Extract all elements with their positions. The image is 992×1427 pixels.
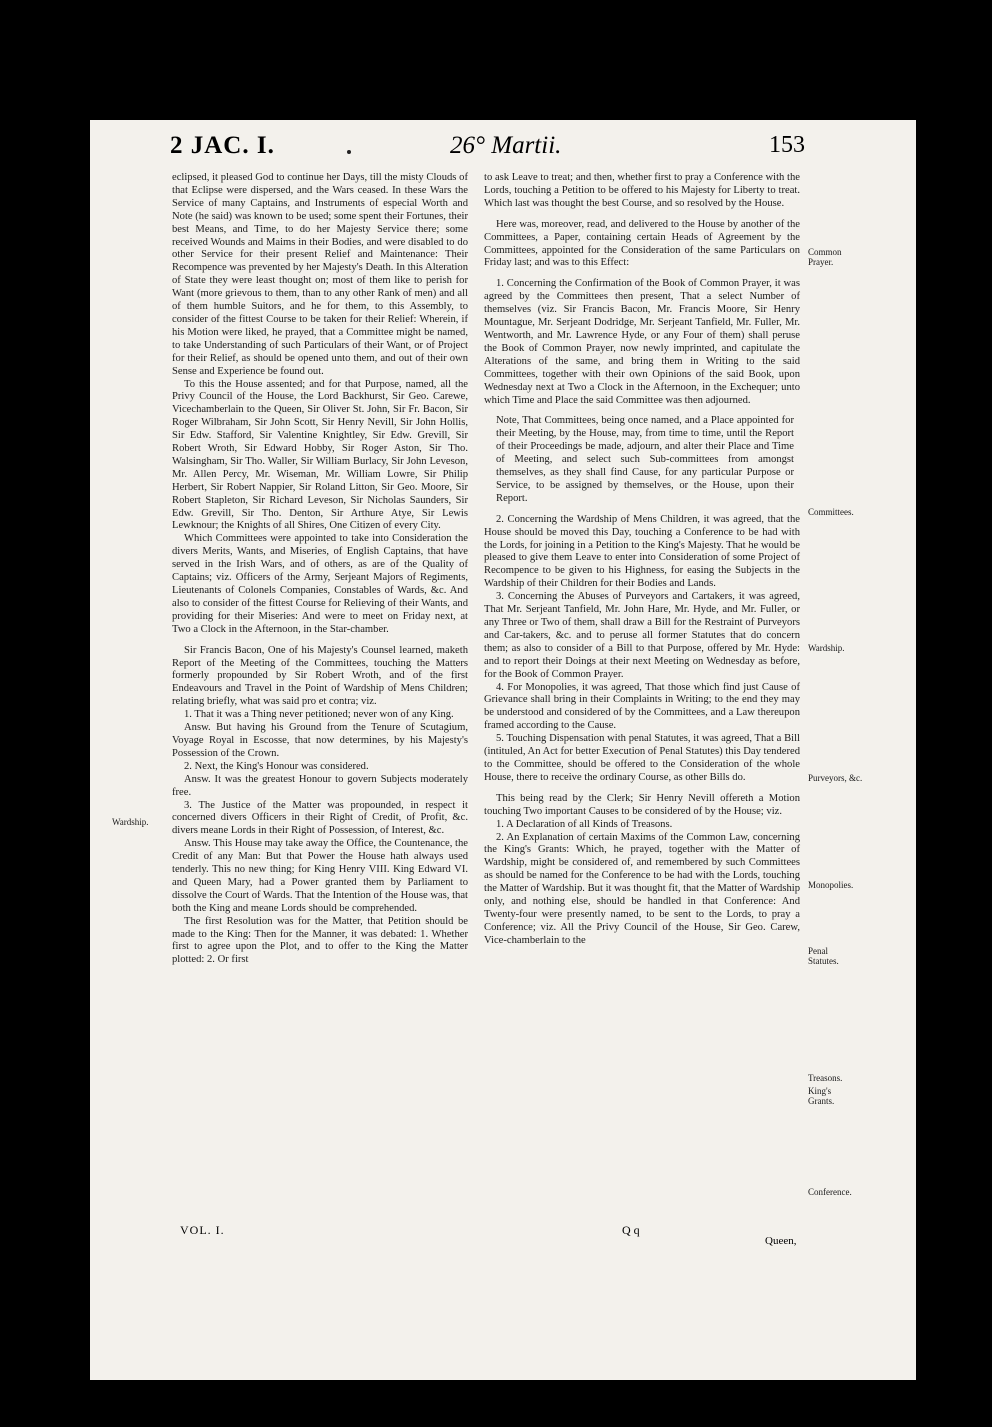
paragraph: The first Resolution was for the Matter, that Petition should be made to the King: Then for the Manner, it was debated: 1. Whether first to agree upon the Plot, and to offer to the King the Matter plotted: 2. Or first (172, 915, 468, 966)
paragraph: This being read by the Clerk; Sir Henry Nevill offereth a Motion touching Two important Causes to be considered of by the House; viz. (484, 792, 800, 817)
right-column (484, 172, 800, 948)
paragraph: 3. The Justice of the Matter was propounded, in respect it concerned divers Officers in their Right of Credit, of Profit, &c. divers meane Lords in their Right of Possession, of Interest, &c. (172, 799, 468, 837)
paragraph: to ask Leave to treat; and then, whether first to pray a Conference with the Lords, touching a Petition to be offered to his Majesty for Liberty to treat. Which last was thought the best Course, and so resolved by the House. (484, 172, 800, 209)
margin-note-common-prayer: Common Prayer. (808, 247, 842, 267)
margin-note-wardship-right: Wardship. (808, 643, 845, 653)
margin-note-conference: Conference. (808, 1187, 852, 1197)
margin-note-committees: Committees. (808, 507, 854, 517)
margin-note-kings-grants: King's Grants. (808, 1086, 835, 1106)
paragraph: 1. That it was a Thing never petitioned; never won of any King. (184, 709, 454, 721)
volume-label: VOL. I. (180, 1223, 225, 1237)
page-number: 153 (769, 132, 805, 158)
margin-note-treasons: Treasons. (808, 1073, 843, 1083)
paragraph: 3. Concerning the Abuses of Purveyors and Cartakers, it was agreed, That Mr. Serjeant Tanfield, Mr. John Hare, Mr. Hyde, and Mr. Fuller, or any Three or Two of them, shall draw a Bill for the Restraint of Purveyors and Car-takers, &c. and to peruse all former Statutes that do concern them; as also to consider of a Bill to that Purpose, offered by Mr. Hyde: and to report their Doings at their next Meeting on Wednesday as before, for the Book of Common Prayer. (484, 591, 800, 680)
paragraph: 2. Concerning the Wardship of Mens Children, it was agreed, that the House should be moved this Day, touching a Conference to be had with the Lords, for joining in a Petition to the King's Majesty. That he would be pleased to give them Leave to enter into Consideration of some Project of Recompence to be given to his Highness, for easing the Subjects in the Wardship of their Children for their Bodies and Lands. (484, 513, 800, 590)
margin-note-monopolies: Monopolies. (808, 880, 854, 890)
header-regnal-year: 2 JAC. I. (170, 132, 275, 159)
paragraph: 4. For Monopolies, it was agreed, That those which find just Cause of Grievance shall bring in their Complaints in Writing; to the end they may be understood and considered of by the Committees, and a Law thereupon framed according to the Cause. (484, 681, 800, 732)
paragraph: 1. A Declaration of all Kinds of Treasons. (496, 818, 673, 830)
catchword: Queen, (765, 1235, 797, 1247)
header-date: 26° Martii. (450, 132, 562, 159)
paragraph: Which Committees were appointed to take into Consideration the divers Merits, Wants, and Miseries, of English Captains, that have served in the Irish Wars, and of others, as are of the Quality of Captains; viz. Officers of the Army, Serjeant Majors of Regiments, Lieutenants of Colonels Companies, Constables of Wards, &c. And also to consider of the fittest Course for Relieving of their Wants, and providing for their Miseries: And were to meet on Friday next, at Two a Clock in the Afternoon, in the Star-chamber. (172, 533, 468, 635)
paragraph: Here was, moreover, read, and delivered to the House by another of the Committees, a Paper, containing certain Heads of Agreement by the Committees, appointed for the Consideration of the same Particulars on Friday last; and was to this Effect: (484, 218, 800, 269)
paragraph: 1. Concerning the Confirmation of the Book of Common Prayer, it was agreed by the Committees then present, That a select Number of themselves (viz. Sir Francis Bacon, Mr. Francis Moore, Sir Henry Mountague, Mr. Serjeant Dodridge, Mr. Serjeant Tanfield, Mr. Fuller, Mr. Wentworth, and Mr. Lawrence Hyde, or any Four of them) shall peruse the Book of Common Prayer, now newly imprinted, and capitulate the Alterations of the same, and bring them in Writing to the said Committees, together with their own Opinions of the said Book, upon Wednesday next at Two a Clock in the Afternoon, in the Exchequer; unto which Time and Place the said Committee was then adjourned. (484, 278, 800, 406)
paragraph: To this the House assented; and for that Purpose, named, all the Privy Council of the House, the Lord Backhurst, Sir Geo. Carewe, Vicechamberlain to the Queen, Sir Oliver St. John, Sir Fr. Bacon, Sir Roger Wilbraham, Sir John Scott, Sir Henry Nevill, Sir John Hollis, Sir Edw. Stafford, Sir Valentine Knightley, Sir Edw. Grevill, Sir Robert Wroth, Sir Edward Hobby, Sir Roger Aston, Sir Tho. Walsingham, Sir Tho. Waller, Sir William Burlacy, Sir John Leveson, Mr. Allen Percy, Mr. Wiseman, Mr. William Lowre, Sir Philip Herbert, Sir Robert Nappier, Sir Roland Litton, Sir Geo. Moore, Sir Robert Stapleton, Sir Richard Leveson, Sir Nicholas Saunders, Sir Edw. Grevill, Sir Tho. Denton, Sir Arthure Atye, Sir Lewis Lewknour; the Knights of all Shires, One Citizen of every City. (172, 378, 468, 532)
paragraph: Sir Francis Bacon, One of his Majesty's Counsel learned, maketh Report of the Meeting of the Committees, touching the Matters formerly propounded by Sir Robert Wroth, and of the first Endeavours and Travel in the Point of Wardship of Mens Children; relating briefly, what was said pro et contra; viz. (172, 644, 468, 708)
paragraph: Answ. But having his Ground from the Tenure of Scutagium, Voyage Royal in Escosse, that now determines, by his Majesty's Possession of the Crown. (172, 722, 468, 759)
signature-mark: Q q (622, 1223, 640, 1237)
paragraph: 2. An Explanation of certain Maxims of the Common Law, concerning the King's Grants: Which, he prayed, together with the Matter of Wardship, might be considered of, and remembered by such Committees as should be named for the Conference to be had with the Lords, touching the Matter of Wardship. But it was thought fit, that the Matter of Wardship only, and nothing else, should be handled in that Conference: And Twenty-four were presently named, to be sent to the Lords, to pray a Conference; viz. All the Privy Council of the House, Sir Geo. Carew, Vice-chamberlain to the (484, 831, 800, 946)
paragraph: 2. Next, the King's Honour was considered. (184, 760, 369, 772)
note-paragraph: Note, That Committees, being once named, and a Place appointed for their Meeting, by the House, may, from time to time, until the Report of their Proceedings be made, adjourn, and alter their Place and Time of Meeting, and select such Sub-committees from amongst themselves, as they shall find Cause, for any particular Purpose or Service, to be assigned by themselves, or the House, upon their Report. (496, 415, 794, 504)
ink-dot (347, 150, 351, 154)
paragraph: eclipsed, it pleased God to continue her Days, till the misty Clouds of that Eclipse were dispersed, and the Wars ceased. In these Wars the Service of many Captains, and Instruments of especial Worth and Note (he said) was known to be used; some spent their Fortunes, their best Means, and Time, to do her Majesty Service there; some received Wounds and Maims in their Bodies, and were disabled to do other Service for their present Relief and Maintenance: Their Recompence was prevented by her Majesty's Death. In this Alteration of State they were least thought on; most of them like to perish for Want (more grievous to them, than to any other Rank of men) and all of them humble Suitors, and he for them, to this Assembly, to consider of the fittest Course to be taken for their Relief: Wherein, if his Motion were liked, he prayed, that a Committee might be named, to take Understanding of such Particulars of their Want, or of Project for their Relief, as should be opened unto them, and out of their own Sense and Experience be found out. (172, 172, 468, 377)
running-header (170, 128, 805, 168)
paragraph: Answ. This House may take away the Office, the Countenance, the Credit of any Man: But that Power the House hath always used tenderly. This no new thing; for King Henry VIII. King Edward VI. and Queen Mary, had a Power granted them by Parliament to dissolve the Court of Wards. That the Intention of the House was, that both the King and meane Lords should be comprehended. (172, 838, 468, 914)
margin-note-penal-statutes: Penal Statutes. (808, 946, 839, 966)
margin-note-wardship: Wardship. (112, 817, 149, 827)
margin-note-purveyors: Purveyors, &c. (808, 773, 863, 783)
left-column (172, 172, 468, 967)
paragraph: 5. Touching Dispensation with penal Statutes, it was agreed, That a Bill (intituled, An Act for better Execution of Penal Statutes) this Day tendered to the Committee, should be offered to the Consideration of the whole House, there to receive the ordinary Course, as other Bills do. (484, 733, 800, 783)
paragraph: Answ. It was the greatest Honour to govern Subjects moderately free. (172, 773, 468, 798)
